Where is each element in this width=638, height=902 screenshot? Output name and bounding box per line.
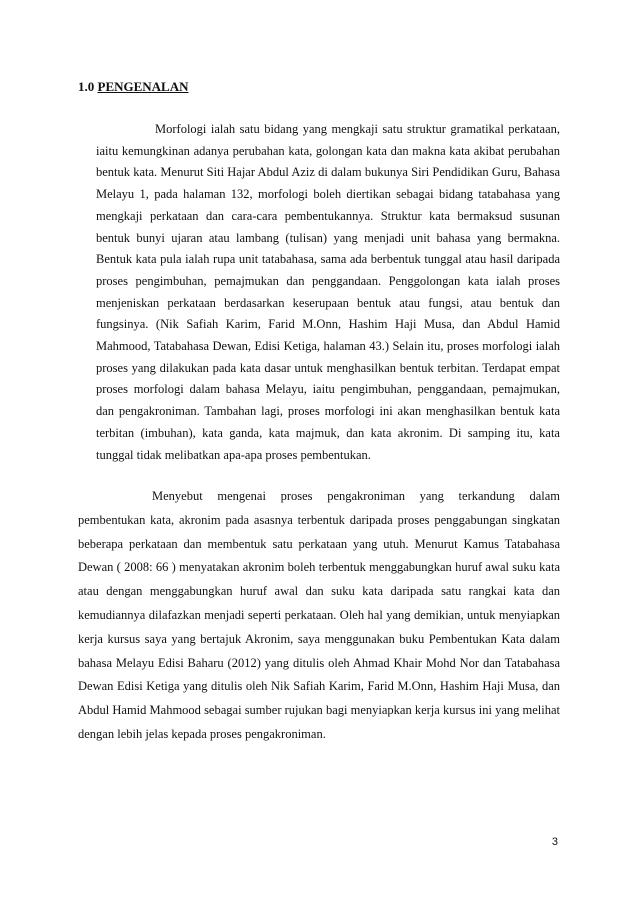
section-number: 1.0	[78, 79, 95, 94]
page-number: 3	[551, 836, 558, 848]
paragraph-morfologi: Morfologi ialah satu bidang yang mengkaji satu struktur gramatikal perkataan, iaitu kemungkinan adanya perubahan kata, golongan kata dan makna kata akibat perubahan bentuk kata. Menurut Siti Hajar Abdul Aziz di dalam bukunya Siri Pendidikan Guru, Bahasa Melayu 1, pada halaman 132, morfologi boleh diertikan sebagai bidang tatabahasa yang mengkaji perkataan dan cara-cara pembentukannya. Struktur kata bermaksud susunan bentuk bunyi ujaran atau lambang (tulisan) yang menjadi unit bahasa yang bermakna. Bentuk kata pula ialah rupa unit tatabahasa, sama ada berbentuk tunggal atau hasil daripada proses pengimbuhan, pemajmukan dan penggandaan. Penggolongan kata ialah proses menjeniskan perkataan berdasarkan keserupaan bentuk atau fungsi, atau bentuk dan fungsinya. (Nik Safiah Karim, Farid M.Onn, Hashim Haji Musa, dan Abdul Hamid Mahmood, Tatabahasa Dewan, Edisi Ketiga, halaman 43.) Selain itu, proses morfologi ialah proses yang dilakukan pada kata dasar untuk menghasilkan bentuk terbitan. Terdapat empat proses morfologi dalam bahasa Melayu, iaitu pengimbuhan, penggandaan, pemajmukan, dan pengakroniman. Tambahan lagi, proses morfologi ini akan menghasilkan bentuk kata terbitan (imbuhan), kata ganda, kata majmuk, dan kata akronim. Di samping itu, kata tunggal tidak melibatkan apa-apa proses pembentukan.	[96, 122, 560, 462]
section-heading	[78, 79, 189, 95]
section-title: PENGENALAN	[97, 79, 189, 94]
paragraph-pengakroniman: Menyebut mengenai proses pengakroniman yang terkandung dalam pembentukan kata, akronim pada asasnya terbentuk daripada proses penggabungan singkatan beberapa perkataan dan membentuk satu perkataan yang utuh. Menurut Kamus Tatabahasa Dewan ( 2008: 66 ) menyatakan akronim boleh terbentuk menggabungkan huruf awal suku kata atau dengan menggabungkan huruf awal dan suku kata daripada satu rangkai kata dan kemudiannya dilafazkan menjadi seperti perkataan. Oleh hal yang demikian, untuk menyiapkan kerja kursus saya yang bertajuk Akronim, saya menggunakan buku Pembentukan Kata dalam bahasa Melayu Edisi Baharu (2012) yang ditulis oleh Ahmad Khair Mohd Nor dan Tatabahasa Dewan Edisi Ketiga yang ditulis oleh Nik Safiah Karim, Farid M.Onn, Hashim Haji Musa, dan Abdul Hamid Mahmood sebagai sumber rujukan bagi menyiapkan kerja kursus ini yang melihat dengan lebih jelas kepada proses pengakroniman.	[78, 489, 560, 741]
